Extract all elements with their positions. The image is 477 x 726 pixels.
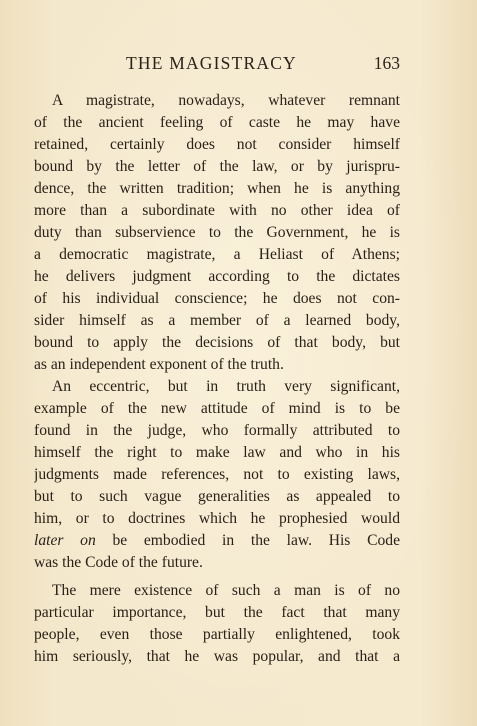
- text-line: dence, the written tradition; when he is anything: [34, 180, 400, 197]
- text-line: bound by the letter of the law, or by jurispru-: [34, 158, 400, 175]
- text-line: of the ancient feeling of caste he may have: [34, 114, 400, 131]
- text-line: him, or to doctrines which he prophesied would: [34, 510, 400, 527]
- text-line: The mere existence of such a man is of no: [52, 582, 400, 599]
- text-line: example of the new attitude of mind is to be: [34, 400, 400, 417]
- running-head: [34, 53, 400, 77]
- text-line-with-italic: [34, 530, 400, 552]
- paragraph-3: [34, 580, 400, 668]
- text-line: bound to apply the decisions of that body, but: [34, 334, 400, 351]
- text-line: a democratic magistrate, a Heliast of Athens;: [34, 246, 400, 263]
- text-line: himself the right to make law and who in his: [34, 444, 400, 461]
- text-line: was the Code of the future.: [34, 554, 203, 571]
- text-line: him seriously, that he was popular, and that a: [34, 648, 400, 665]
- text-line: more than a subordinate with no other idea of: [34, 202, 400, 219]
- paragraph-2: [34, 376, 400, 574]
- italic-phrase: later on: [34, 532, 96, 549]
- text-line: A magistrate, nowadays, whatever remnant: [52, 92, 400, 109]
- text-line: retained, certainly does not consider himself: [34, 136, 400, 153]
- text-line: as an independent exponent of the truth.: [34, 356, 284, 373]
- text-line-remainder: be embodied in the law. His Code: [95, 532, 400, 549]
- text-line: people, even those partially enlightened, took: [34, 626, 400, 643]
- paragraph-1: [34, 90, 400, 376]
- text-line: sider himself as a member of a learned body,: [34, 312, 400, 329]
- text-line: he delivers judgment according to the dictates: [34, 268, 400, 285]
- text-line: but to such vague generalities as appealed to: [34, 488, 400, 505]
- page-number: 163: [373, 53, 400, 73]
- text-line: found in the judge, who formally attributed to: [34, 422, 400, 439]
- body-text: [34, 90, 400, 668]
- text-line: particular importance, but the fact that many: [34, 604, 400, 621]
- text-line: An eccentric, but in truth very significant,: [52, 378, 400, 395]
- text-line: of his individual conscience; he does not con-: [34, 290, 400, 307]
- running-title: THE MAGISTRACY: [126, 53, 297, 73]
- text-line: duty than subservience to the Government, he is: [34, 224, 400, 241]
- text-line: judgments made references, not to existing laws,: [34, 466, 400, 483]
